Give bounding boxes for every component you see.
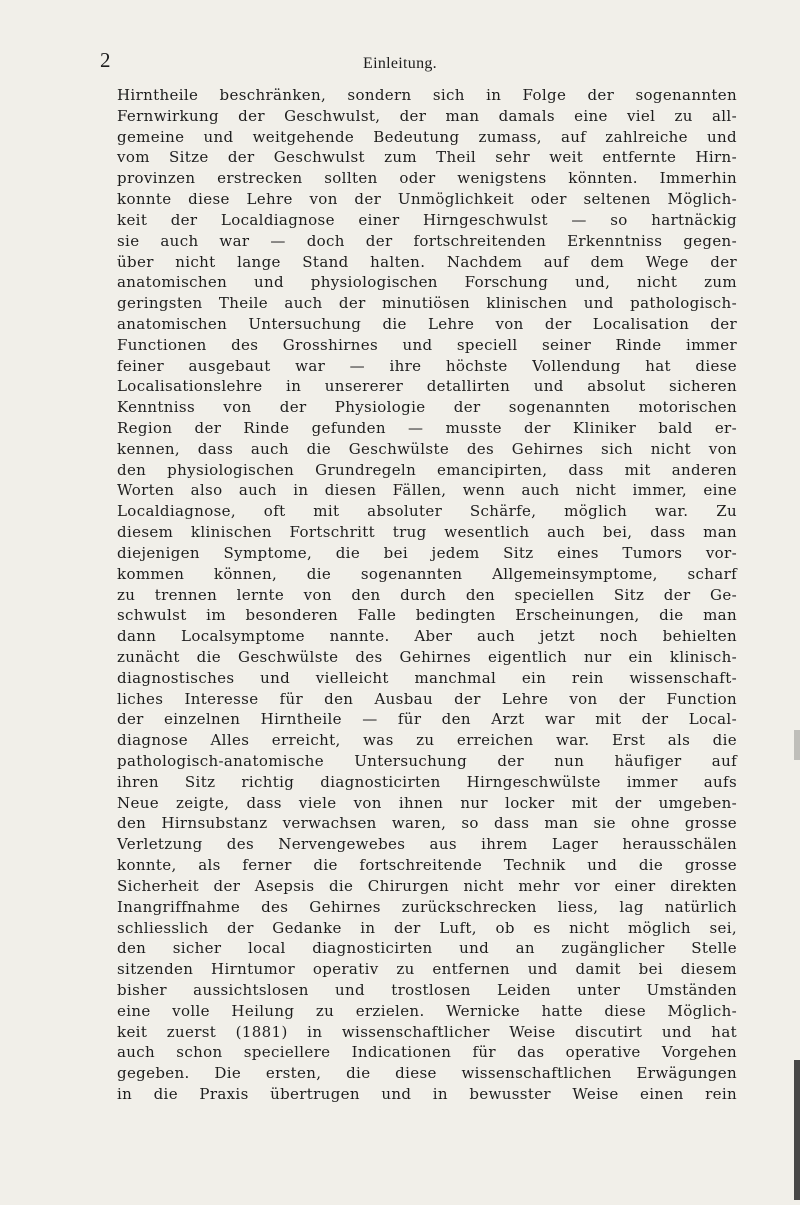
text-line: kommen können, die sogenannten Allgemeinsymptome, scharf [117, 564, 737, 583]
text-line: Hirntheile beschränken, sondern sich in Folge der sogenannten [117, 86, 737, 104]
text-line: ihren Sitz richtig diagnosticirten Hirngeschwülste immer aufs [117, 772, 737, 791]
scan-edge-mark [794, 1060, 800, 1200]
text-line: in die Praxis übertrugen und in bewusster Weise einen rein [117, 1085, 737, 1103]
text-line: Kenntniss von der Physiologie der sogenannten motorischen [117, 398, 737, 417]
text-line: bisher aussichtslosen und trostlosen Leiden unter Umständen [117, 980, 737, 999]
text-line: Region der Rinde gefunden — musste der Kliniker bald er- [117, 419, 737, 437]
text-line: den Hirnsubstanz verwachsen waren, so dass man sie ohne grosse [117, 814, 737, 833]
text-line: zu trennen lernte von den durch den speciellen Sitz der Ge- [117, 585, 737, 604]
text-line: den sicher local diagnosticirten und an zugänglicher Stelle [117, 939, 737, 958]
text-line: diagnostisches und vielleicht manchmal ein rein wissenschaft- [117, 668, 737, 687]
text-line: der einzelnen Hirntheile — für den Arzt war mit der Local- [117, 710, 737, 729]
text-line: diesem klinischen Fortschritt trug wesentlich auch bei, dass man [117, 523, 737, 542]
text-line: pathologisch-anatomische Untersuchung der nun häufiger auf [117, 752, 737, 770]
text-line: den physiologischen Grundregeln emancipirten, dass mit anderen [117, 460, 737, 479]
text-line: eine volle Heilung zu erzielen. Wernicke hatte diese Möglich- [117, 1001, 737, 1020]
text-line: dann Localsymptome nannte. Aber auch jetzt noch behielten [117, 627, 737, 646]
text-line: konnte diese Lehre von der Unmöglichkeit oder seltenen Möglich- [117, 190, 737, 209]
text-line: diagnose Alles erreicht, was zu erreichen war. Erst als die [117, 731, 737, 750]
text-line: keit der Localdiagnose einer Hirngeschwulst — so hartnäckig [117, 210, 737, 229]
text-line: zunächt die Geschwülste des Gehirnes eigentlich nur ein klinisch- [117, 647, 737, 666]
text-line: anatomischen und physiologischen Forschung und, nicht zum [117, 273, 737, 292]
text-line: Functionen des Grosshirnes und speciell seiner Rinde immer [117, 335, 737, 354]
text-line: schliesslich der Gedanke in der Luft, ob es nicht möglich sei, [117, 918, 737, 937]
page-number: 2 [100, 48, 111, 72]
text-line: liches Interesse für den Ausbau der Lehre von der Function [117, 689, 737, 708]
text-line: gemeine und weitgehende Bedeutung zumass, auf zahlreiche und [117, 127, 737, 146]
text-line: feiner ausgebaut war — ihre höchste Vollendung hat diese [117, 356, 737, 375]
text-line: sie auch war — doch der fortschreitenden Erkenntniss gegen- [117, 231, 737, 250]
text-line: keit zuerst (1881) in wissenschaftlicher Weise discutirt und hat [117, 1022, 737, 1041]
text-line: geringsten Theile auch der minutiösen klinischen und pathologisch- [117, 294, 737, 313]
text-line: Sicherheit der Asepsis die Chirurgen nicht mehr vor einer direkten [117, 876, 737, 895]
body-paragraph [117, 85, 737, 1105]
text-line: auch schon speciellere Indicationen für das operative Vorgehen [117, 1043, 737, 1062]
text-line: sitzenden Hirntumor operativ zu entfernen und damit bei diesem [117, 960, 737, 979]
text-line: Neue zeigte, dass viele von ihnen nur locker mit der umgeben- [117, 793, 737, 812]
text-line: Worten also auch in diesen Fällen, wenn auch nicht immer, eine [117, 481, 737, 500]
text-line: schwulst im besonderen Falle bedingten Erscheinungen, die man [117, 606, 737, 625]
text-line: Localdiagnose, oft mit absoluter Schärfe, möglich war. Zu [117, 502, 737, 521]
text-line: vom Sitze der Geschwulst zum Theil sehr weit entfernte Hirn- [117, 148, 737, 167]
text-line: über nicht lange Stand halten. Nachdem auf dem Wege der [117, 252, 737, 271]
text-line: provinzen erstrecken sollten oder wenigstens könnten. Immerhin [117, 169, 737, 188]
text-line: Fernwirkung der Geschwulst, der man damals eine viel zu all- [117, 106, 737, 125]
text-line: kennen, dass auch die Geschwülste des Gehirnes sich nicht von [117, 439, 737, 458]
running-head: Einleitung. [363, 55, 437, 72]
text-line: anatomischen Untersuchung die Lehre von der Localisation der [117, 314, 737, 333]
text-line: Localisationslehre in unsererer detallirten und absolut sicheren [117, 377, 737, 396]
text-line: konnte, als ferner die fortschreitende Technik und die grosse [117, 856, 737, 875]
text-line: Inangriffnahme des Gehirnes zurückschrecken liess, lag natürlich [117, 897, 737, 916]
scan-edge-mark [794, 730, 800, 760]
text-line: Verletzung des Nervengewebes aus ihrem Lager herausschälen [117, 835, 737, 854]
text-line: gegeben. Die ersten, die diese wissenschaftlichen Erwägungen [117, 1064, 737, 1083]
text-line: diejenigen Symptome, die bei jedem Sitz eines Tumors vor- [117, 543, 737, 562]
